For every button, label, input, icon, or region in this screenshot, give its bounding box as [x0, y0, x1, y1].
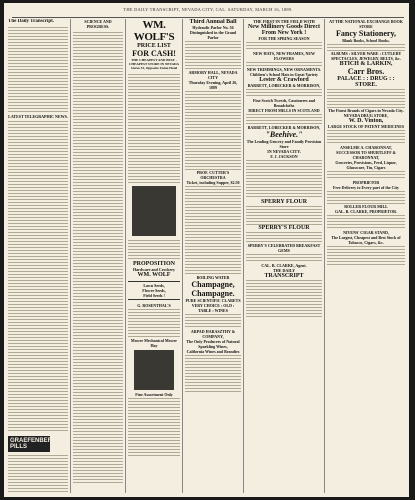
champagne-2: Champagne. — [191, 289, 235, 298]
column-1-subheading: LATEST TELEGRAPHIC NEWS. — [8, 114, 68, 119]
column-2-title: SCIENCE AND PROGRESS. — [84, 19, 112, 29]
sizes-ad: Fine Assortment Only — [135, 391, 173, 397]
column-rule — [182, 19, 183, 493]
sperry-flour-2: SPERRY'S FLOUR — [258, 225, 310, 231]
beehive-owner: F. J. JACKSON — [270, 154, 298, 159]
mill-proprietor: GAL. B. CLARKE, PROPRIETOR. — [334, 209, 398, 214]
column-3-text — [128, 397, 180, 457]
beehive-city: IN NEVADA CITY. — [267, 149, 301, 154]
scotch-direct: DIRECT FROM MILLS IN SCOTLAND — [248, 108, 320, 113]
column-1-advertisement: GRAEFENBERG PILLS — [10, 438, 57, 450]
ball-date: Thursday Evening, April 26, 1889 — [188, 80, 238, 90]
ball-text — [185, 40, 241, 70]
groceries-ad: Groceries, Provisions, Feed, Liquor, Glassware, Tin, Cigars — [335, 160, 397, 170]
column-1-title: The Daily Transcript. — [8, 19, 55, 24]
barrett-2: BARRETT, LOBECKER & MORRISON, — [247, 125, 321, 130]
column-rule — [324, 19, 325, 493]
sperry-flour: SPERRY FLOUR — [260, 199, 308, 205]
ball-orchestra: PROF. CUTTER'S ORCHESTRA — [196, 170, 230, 180]
column-4-text — [185, 185, 241, 275]
wolf-name: WM. WOLF'S — [133, 19, 175, 43]
wolf-price-list-table — [128, 73, 180, 183]
sperry-text — [246, 205, 322, 225]
wolf-address: Stores 33, Opposite Union Hotel — [130, 66, 178, 71]
flour-mill: ROLLER FLOUR MILL — [344, 204, 388, 209]
sperry-text-2 — [246, 231, 322, 243]
spectacles-ad: SPECTACLES, JEWELRY, BELTS, &c. — [331, 56, 401, 61]
beehive-grocery: The Leading Grocery and Family Provision Store — [246, 139, 322, 149]
finest-cigars: The Finest Brands of Cigars in Nevada City. — [328, 108, 404, 113]
column-1 — [8, 19, 68, 493]
ball-ticket: Ticket, including Supper, $2.50 — [186, 180, 240, 185]
palace-text — [327, 88, 405, 108]
proprietor: PROPRIETOR — [352, 180, 380, 185]
wolf-for-cash: FOR CASH! — [132, 49, 176, 58]
wolf-price-list: PRICE LIST — [137, 43, 171, 49]
arpad-only: The Only Producers of Natural Sparkling Wines, — [186, 339, 240, 349]
successor: SUCCESSOR TO SHURTLEFF & CHARONNAT, — [336, 150, 396, 160]
clarets-ad: PURE SCIENTIFIC CLARETS — [185, 298, 241, 303]
column-6 — [327, 19, 405, 493]
fancy-stationery: Fancy Stationery, — [336, 29, 396, 38]
millinery-season: FOR THE SPRING SEASON — [258, 36, 310, 41]
column-4 — [185, 19, 241, 493]
ball-committee — [185, 90, 241, 170]
column-5 — [246, 19, 322, 493]
vinton-text — [327, 129, 405, 145]
lester-crawford: Lester & Crawford — [259, 77, 309, 83]
nivens-cigar-stand: NIVENS' CIGAR STAND, — [343, 230, 389, 235]
wolf-hardware: Hardware and Crockery — [132, 266, 176, 272]
free-delivery: Free Delivery to Every part of the City — [332, 185, 399, 190]
millinery-top: THE FIRST IN THE FIELD WITH — [253, 19, 315, 24]
column-1-text-3 — [8, 454, 68, 493]
column-3 — [128, 19, 180, 493]
ball-title: Third Annual Ball — [189, 19, 237, 25]
scotch-tweeds: Fine Scotch Tweeds, Cassimeres and Broadcloths — [252, 98, 316, 108]
transcript-text — [246, 279, 322, 319]
column-1-text-2 — [8, 120, 68, 432]
nevada-drug-store: NEVADA DRUG STORE, — [343, 113, 389, 118]
seeds-ad-3: Field Seeds ! — [143, 292, 165, 298]
page-header: THE DAILY TRANSCRIPT, NEVADA CITY, CAL. SATURDAY, MARCH 16, 1889. — [12, 7, 404, 18]
seeds-ad-2: Flower Seeds, — [142, 287, 166, 293]
millinery-trim: NEW TRIMMINGS, NEW ORNAMENTS. — [246, 67, 322, 72]
carr-bros: Carr Bros. — [347, 67, 385, 76]
beehive-text — [246, 159, 322, 199]
column-rule — [70, 19, 71, 493]
btich-larkin: BTICH & LARKIN, — [339, 61, 393, 67]
champagne-1: Champagne, — [191, 280, 235, 289]
arpad-ad: ARPAD HARASZTHY & COMPANY, — [190, 329, 236, 339]
delivery-text — [327, 190, 405, 204]
millinery-school: Children's School Hats in Great Variety — [250, 72, 318, 77]
wolf-proposition: PROPOSITION — [132, 260, 175, 267]
barrett-text — [246, 88, 322, 98]
sperry-gems: SPERRY'S CELEBRATED BREAKFAST GEMS — [247, 243, 321, 253]
beehive-title: "Beehive." — [265, 130, 303, 139]
patent-medicines: LARGE STOCK OF PATENT MEDICINES — [327, 124, 405, 129]
column-2 — [73, 19, 123, 493]
column-2-text — [73, 31, 123, 483]
anselme: ANSELME A. CHARONNAT, — [339, 145, 393, 150]
seeds-ad-1: Lawn Seeds, — [143, 282, 165, 288]
column-6-text — [327, 245, 405, 265]
ball-hall-2: ARMORY HALL, NEVADA CITY — [188, 70, 238, 80]
ball-assoc: Distinguished in the Grand Parlor — [189, 30, 237, 40]
groceries-text — [327, 170, 405, 180]
tobacco-ad: The Largest, Cheapest and Best Stock of Tobacco, Cigars, &c. — [331, 235, 401, 245]
vinton: W. D. Vinton, — [348, 118, 384, 124]
rosenthal-text — [128, 308, 180, 338]
transcript-ad-1: THE DAILY — [273, 268, 295, 273]
palace-drug-store: PALACE : : DRUG : : STORE. — [337, 76, 395, 88]
column-1-text — [8, 26, 68, 112]
albums-ad: ALBUMS : SILVER WARE : CUTLERY — [330, 51, 402, 56]
column-4-text-2 — [185, 354, 241, 394]
column-rule — [125, 19, 126, 493]
wolf-text — [128, 239, 180, 261]
scotch-text — [246, 113, 322, 125]
millinery-hats: NEW HATS, NEW FRAMES, NEW FLOWERS — [252, 51, 315, 61]
transcript-ad-2: TRANSCRIPT — [264, 273, 304, 279]
millinery-heading: New Millinery Goods Direct From New York ! — [247, 24, 321, 36]
ball-hall: Hydraulic Parlor No. 56 — [192, 25, 234, 30]
wines-ad: VERY CHOICE : OLD : TABLE : WINES — [191, 303, 235, 313]
wolf-signature: WM. WOLF — [137, 271, 171, 278]
rosenthal-ad: G. ROSENTHAL'S — [137, 302, 171, 308]
sperry-text-3 — [246, 253, 322, 263]
mower-illustration — [134, 350, 174, 390]
bookstore-text — [327, 43, 405, 51]
wines-text — [185, 313, 241, 329]
mill-text — [327, 214, 405, 230]
wolf-subheading: THE CHEAPEST AND BEST - CHEAPEST STORE IN NEVADA — [128, 58, 180, 67]
newspaper-page — [4, 3, 409, 497]
sperry-agent: CAL. B. CLARKE, Agent. — [261, 263, 307, 268]
column-rule — [243, 19, 244, 493]
bookstore-top: AT THE NATIONAL EXCHANGE BOOK STORE — [329, 19, 403, 29]
water-ad: BOILING WATER — [196, 275, 230, 280]
illustration — [132, 186, 176, 236]
blank-books: Blank Books, School Books. — [342, 38, 390, 43]
barrett-1: BARRETT, LOBECKER & MORRISON, — [247, 83, 321, 88]
mower-ad: Mower Mechanical Mower Hay — [130, 337, 178, 348]
millinery-text — [246, 41, 322, 51]
arpad-calif: California Wines and Brandies — [186, 349, 240, 354]
